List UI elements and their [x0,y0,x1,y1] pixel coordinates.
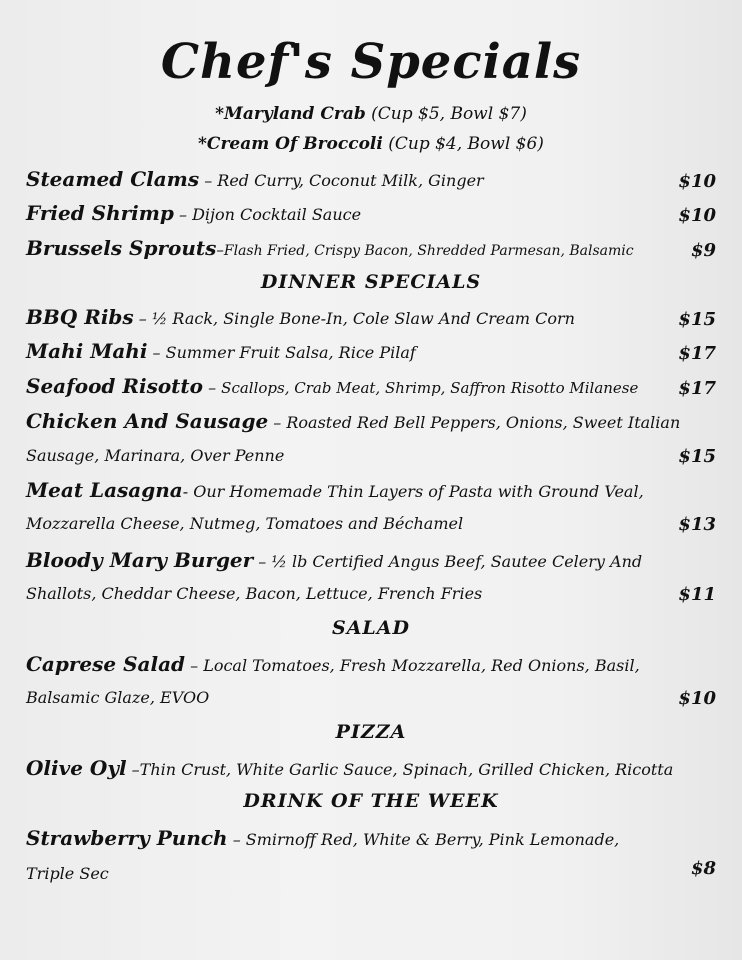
item-price: $10 [678,688,716,709]
item-separator: - [182,482,194,501]
item-name: Chicken And Sausage [26,409,269,433]
item-price: $15 [678,446,716,467]
item-name: Olive Oyl [26,756,127,780]
item-description-continued: Sausage, Marinara, Over Penne [26,446,285,465]
item-price: $9 [690,240,716,261]
menu-item-bloody-mary-burger [26,548,716,572]
item-name: Bloody Mary Burger [26,548,254,572]
section-heading-dinner: DINNER SPECIALS [260,271,482,293]
item-separator: – [185,656,204,675]
menu-item-seafood-risotto [26,374,716,398]
item-description: Dijon Cocktail Sauce [192,205,362,224]
item-description: Scallops, Crab Meat, Shrimp, Saffron Risotto Milanese [221,379,639,397]
menu-item-steamed-clams [26,167,716,191]
item-name: Brussels Sprouts [26,236,217,260]
item-separator: – [126,760,140,779]
menu-item-mahi-mahi [26,339,716,363]
item-price: $17 [678,378,716,399]
item-separator: – [253,552,272,571]
menu-item-strawberry-punch [26,826,716,850]
menu-item-caprese-salad [26,652,716,676]
item-name: Seafood Risotto [26,374,203,398]
item-price: $17 [678,343,716,364]
menu-title: Chef's Specials [160,34,582,90]
item-name: Caprese Salad [26,652,186,676]
item-price: $11 [678,584,716,605]
menu-item-chicken-and-sausage [26,409,716,433]
item-description: Local Tomatoes, Fresh Mozzarella, Red Onions, Basil, [203,656,640,675]
item-separator: – [203,378,222,397]
item-separator: – [133,309,152,328]
item-description: Flash Fried, Crispy Bacon, Shredded Parmesan, Balsamic [223,243,634,259]
item-description-continued: Shallots, Cheddar Cheese, Bacon, Lettuce, French Fries [26,584,483,603]
item-separator: – [227,830,246,849]
item-name: BBQ Ribs [26,305,134,329]
soup-item [0,134,742,154]
menu-item-bbq-ribs [26,305,716,329]
item-separator: – [268,413,287,432]
item-description-continued: Mozzarella Cheese, Nutmeg, Tomatoes and Béchamel [26,514,464,533]
menu-item-meat-lasagna [26,478,716,502]
menu-item-olive-oyl [26,756,716,780]
item-separator: – [147,343,166,362]
item-description: Roasted Red Bell Peppers, Onions, Sweet Italian [286,413,681,432]
item-price: $15 [678,309,716,330]
soup-detail: (Cup $4, Bowl $6) [388,134,544,154]
item-separator: – [216,241,224,259]
item-description: ½ Rack, Single Bone-In, Cole Slaw And Cream Corn [151,309,575,328]
item-description: Our Homemade Thin Layers of Pasta with Ground Veal, [193,482,644,501]
item-price: $10 [678,205,716,226]
soup-name: *Maryland Crab [215,104,366,124]
item-price: $10 [678,171,716,192]
item-name: Strawberry Punch [26,826,228,850]
item-name: Fried Shrimp [26,201,174,225]
item-description: Summer Fruit Salsa, Rice Pilaf [165,343,416,362]
item-name: Steamed Clams [26,167,200,191]
section-heading-salad: SALAD [331,617,411,639]
item-price: $8 [690,858,716,879]
menu-item-fried-shrimp [26,201,716,225]
soup-name: *Cream Of Broccoli [198,134,383,154]
item-description-continued: Triple Sec [26,864,109,883]
item-name: Mahi Mahi [26,339,148,363]
soup-item [0,104,742,124]
item-name: Meat Lasagna [26,478,183,502]
item-price: $13 [678,514,716,535]
menu-item-brussels-sprouts [26,236,716,260]
section-heading-pizza: PIZZA [335,721,407,743]
soup-detail: (Cup $5, Bowl $7) [371,104,527,124]
section-heading-drink: DRINK OF THE WEEK [243,790,499,812]
item-separator: – [199,171,218,190]
item-separator: – [173,205,193,224]
item-description-continued: Balsamic Glaze, EVOO [26,688,210,707]
item-description: Red Curry, Coconut Milk, Ginger [217,171,484,190]
item-description: Smirnoff Red, White & Berry, Pink Lemonade, [245,830,620,849]
item-description: ½ lb Certified Angus Beef, Sautee Celery And [271,552,643,571]
item-description: Thin Crust, White Garlic Sauce, Spinach, Grilled Chicken, Ricotta [139,760,674,779]
